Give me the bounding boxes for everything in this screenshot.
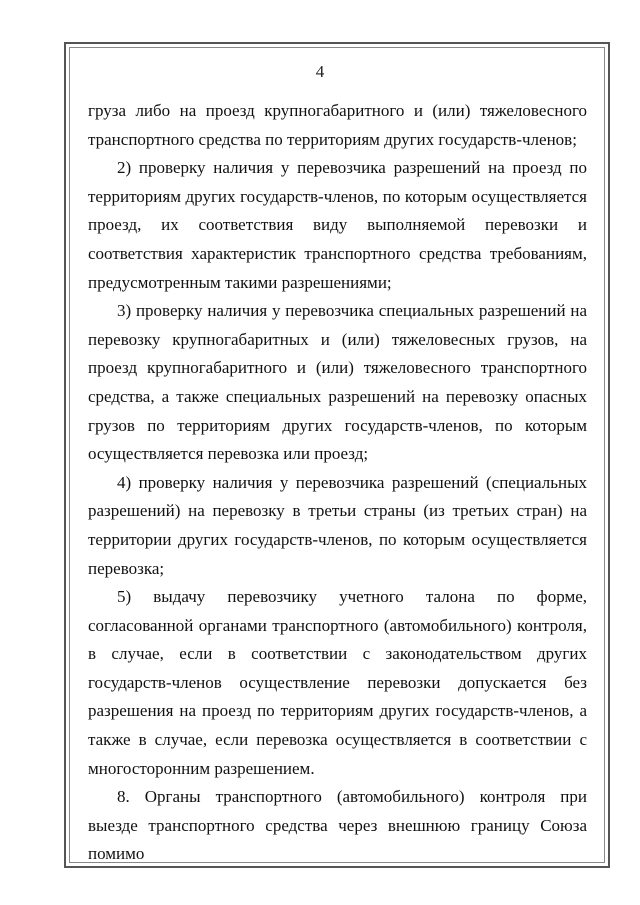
paragraph-item-5: 5) выдачу перевозчику учетного талона по форме, согласованной органами транспортного (автомобильного) контроля, в случае, если в соответствии с законодательством других государств-членов осуществление перевозки допускается без разрешения на проезд по территориям других государств-членов, а также в случае, если перевозка осуществляется в соответствии с многосторонним разрешением.	[88, 587, 587, 778]
document-body	[88, 97, 587, 869]
page-number: 4	[315, 62, 325, 81]
paragraph-section-8: 8. Органы транспортного (автомобильного) контроля при выезде транспортного средства через внешнюю границу Союза помимо	[88, 787, 587, 864]
paragraph-item-4: 4) проверку наличия у перевозчика разрешений (специальных разрешений) на перевозку в третьи страны (из третьих стран) на территории других государств-членов, по которым осуществляется перевозка;	[88, 472, 587, 578]
paragraph-item-3: 3) проверку наличия у перевозчика специальных разрешений на перевозку крупногабаритных и (или) тяжеловесных грузов, на проезд крупногабаритного и (или) тяжеловесного транспортного средства, а также специальных разрешений на перевозку опасных грузов по территориям других государств-членов, по которым осуществляется перевозка или проезд;	[88, 301, 587, 464]
paragraph: груза либо на проезд крупногабаритного и (или) тяжеловесного транспортного средства по территориям других государств-членов;	[88, 101, 587, 149]
paragraph-item-2: 2) проверку наличия у перевозчика разрешений на проезд по территориям других государств-членов, по которым осуществляется проезд, их соответствия виду выполняемой перевозки и соответствия характеристик транспортного средства требованиям, предусмотренным такими разрешениями;	[88, 158, 587, 292]
